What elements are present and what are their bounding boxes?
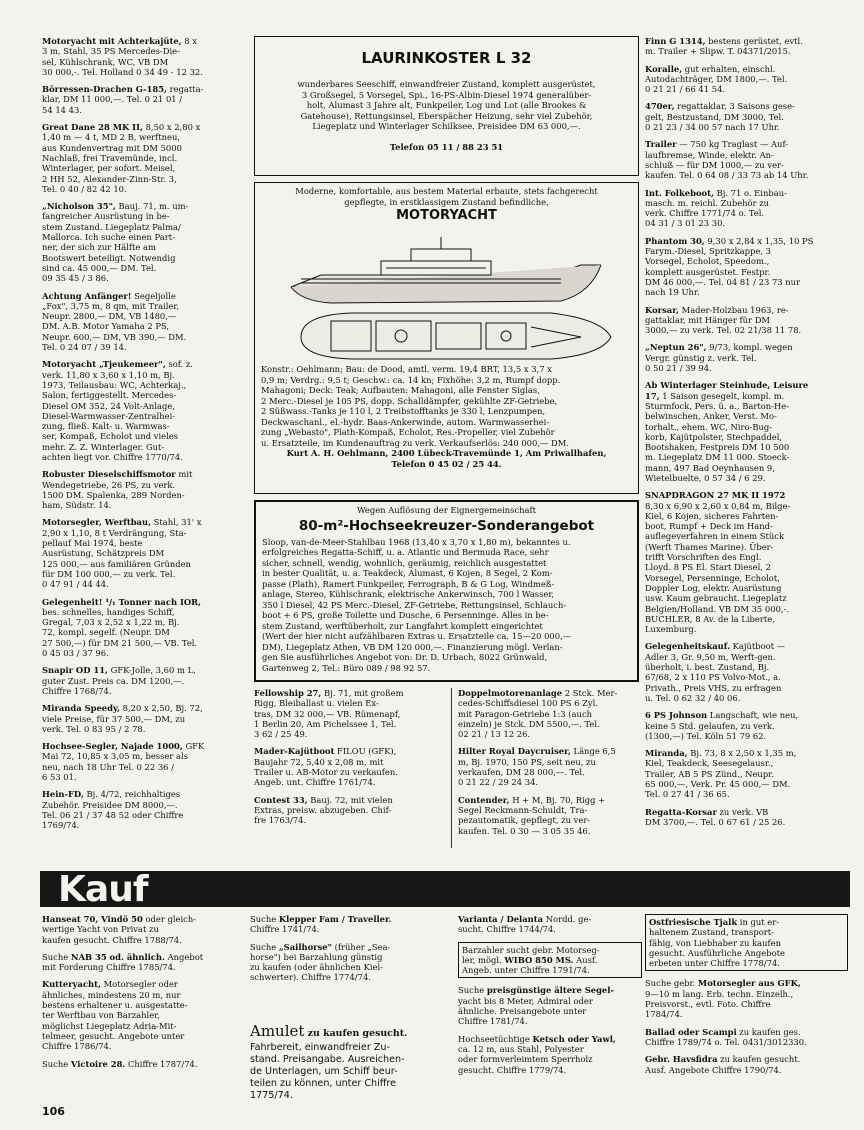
classified-ad: [645, 305, 848, 336]
hochseekreuzer-ad-box: [254, 500, 639, 682]
classified-ad: [250, 942, 446, 983]
classified-ad: [42, 1059, 238, 1069]
classified-ad: [645, 490, 848, 634]
classified-ad: [42, 741, 254, 782]
ad-text: 2 Stck. Mer- cedes-Schiffsdiesel 100 PS 6 Zyl. mit Paragon-Getriebe 1:3 (auch einzeln) je Stck. DM 5500,—. Tel. 02 21 / 13 12 26.: [458, 688, 618, 740]
ad-headline: „Neptun 26",: [645, 342, 707, 353]
ad-text: (früher „Sea- horse") bei Barzahlung günstig zu kaufen (oder ähnlichen Kiel- schwerter). Chiffre 1774/74.: [250, 941, 391, 983]
ad-text: Barzahler sucht gebr. Motorseg- ler, mögl.: [462, 944, 600, 965]
ad-text: Motorsegler oder ähnliches, mindestens 20 m, nur bestens erhaltener u. ausgestatte- ter Werftbau von Barzahler, möglichst Liegeplatz Adria-Mit- telmeer, gesucht. Angebote unter Chiffre 1786/74.: [42, 979, 188, 1052]
ad-headline: „Nicholson 35",: [42, 201, 116, 212]
ad-text: regattaklar, 3 Saisons gese- gelt, Bestzustand, DM 3000, Tel. 0 21 23 / 34 00 57 nach 17 Uhr.: [645, 101, 795, 133]
ad-headline: Phantom 30,: [645, 235, 705, 246]
classified-ad: [42, 36, 254, 77]
classified-ad: [645, 342, 848, 373]
hochsee-intro: Wegen Auflösung der Eignergemeinschaft: [356, 505, 537, 515]
ad-text: 8 x 3 m, Stahl, 35 PS Mercedes-Die- sel, Kühlschrank, WC, VB DM 30 000,-. Tel. Holland 0 34 49 - 12 32.: [42, 36, 203, 77]
column-4-ads: [645, 36, 848, 834]
classified-ad: [42, 291, 254, 353]
classified-ad: [645, 710, 848, 741]
laurinkoster-ad-box: [254, 36, 639, 176]
kauf-column-4: [645, 914, 848, 1082]
classified-ad: [645, 807, 848, 828]
ad-headline: Trailer: [645, 139, 677, 150]
ad-text: 8,50 x 2,80 x 1,40 m — 4 t, MD 2 B, werftneu, aus Kundenvertrag mit DM 5000 Nachlaß, frei Travemünde, incl. Winterlager, per sofort. Meisel, 2 HH 52, Alexander-Zinn-Str. 3, Tel. 0 40 / 82 42 10.: [42, 122, 201, 194]
hochsee-title: 80-m²-Hochseekreuzer-Sonderangebot: [298, 517, 595, 534]
laurinkoster-title: LAURINKOSTER L 32: [361, 49, 532, 67]
ad-text: 9/73, kompl. wegen Vergr. günstig z. verk. Tel. 0 50 21 / 39 94.: [645, 342, 793, 374]
column-1-ads: [42, 36, 254, 837]
ad-headline: Ostfriesische Tjalk: [649, 917, 738, 927]
ad-text: oder gleich- wertige Yacht von Privat zu kaufen gesucht. Chiffre 1788/74.: [42, 914, 197, 945]
amulet-ad: [250, 1023, 446, 1102]
ad-text: yacht bis 8 Meter, Admiral oder ähnliche. Preisangebote unter Chiffre 1781/74.: [458, 995, 593, 1027]
ad-text: Suche: [250, 941, 279, 952]
classified-ad: [42, 789, 254, 830]
ad-text: Suche: [42, 951, 71, 962]
ad-text: ca. 12 m, aus Stahl, Polyester oder formverleimtem Sperrholz gesucht. Chiffre 1779/74.: [458, 1043, 593, 1075]
motoryacht-contact: Kurt A. H. Oehlmann, 2400 Lübeck-Travemünde 1, Am Priwallhafen, Telefon 0 45 02 / 25 44.: [286, 448, 607, 469]
ad-headline: Achtung Anfänger!: [42, 290, 132, 301]
ad-text: regatta- klar, DM 11 000,—. Tel. 0 21 01 / 54 14 43.: [42, 84, 204, 115]
motoryacht-drawing: [261, 227, 631, 362]
classified-ad: [645, 101, 848, 132]
ad-text: in gut er- haltenem Zustand, transport- fähig, von Liebhaber zu kaufen gesucht. Ausführliche Angebote erbeten unter Chiffre 1778/74.: [649, 917, 785, 969]
classified-ad: [645, 748, 848, 799]
classified-ad: [645, 1054, 848, 1075]
ad-headline: Korsar,: [645, 304, 679, 315]
ad-headline: Börressen-Drachen G-185,: [42, 84, 167, 95]
ad-headline: Contest 33,: [254, 794, 308, 805]
ad-headline: Victoire 28.: [70, 1058, 126, 1069]
ad-text: bestens gerüstet, evtl. m. Trailer + Slipw. T. 04371/2015.: [645, 36, 803, 57]
middle-right-ads: [458, 688, 640, 843]
ad-text: Ausf. Angeb. unter Chiffre 1791/74.: [462, 954, 598, 976]
ad-headline: Miranda Speedy,: [42, 703, 120, 714]
classified-ad: [645, 978, 848, 1019]
ad-headline: Fellowship 27,: [254, 688, 322, 698]
ad-text: H + M, Bj. 70, Rigg + Segel Reckmann-Schuldt, Tra- pezautomatik, gepflegt, zu ver- kaufen. Tel. 0 30 — 3 05 35 46.: [458, 794, 606, 836]
ad-headline: Klepper Fam / Traveller.: [278, 914, 392, 924]
ad-headline: Gelegenheitskauf.: [645, 641, 730, 652]
kauf-column-1: [42, 914, 238, 1076]
ad-headline: Kutteryacht,: [42, 979, 101, 990]
kauf-column-2: [250, 914, 446, 990]
ad-headline: Int. Folkeboot,: [645, 187, 714, 198]
ad-text: Suche: [458, 985, 487, 996]
ad-headline: Mader-Kajütboot: [254, 746, 335, 757]
ad-headline: Miranda,: [645, 748, 688, 759]
classified-ad: [42, 201, 254, 283]
ad-text: Kajütboot — Adler 3, Gr. 9,50 m, Werft-gen. überholt, i. best. Zustand, Bj. 67/68, 2 x 110 PS Volvo-Mot., a. Privath., Preis VHS, zu erfragen u. Tel. 0 62 32 / 40 06.: [645, 641, 786, 703]
ad-headline: SNAPDRAGON 27 MK II 1972: [645, 490, 786, 501]
ad-text: 8,30 x 6,90 x 2,60 x 0,84 m, Bilge- Kiel, 6 Kojen, sicheres Fahrten- boot, Rumpf + Deck im Hand- auflegeverfahren in einem Stück (Werft Thames Marine). Über- trifft Vorschriften des Engl. Lloyd. 8 PS El. Start Diesel, 2 Vorsegel, Persenninge, Echolot, Doppler Log, elektr. Ausrüstung usw. Kaum gebraucht. Liegeplatz Belgien/Holland. VB DM 35 000,-. BUCHLER, 8 Av. de la Liberte, Luxemburg.: [645, 500, 791, 635]
ad-text: Bj. 71 o. Einbau- masch. m. reichl. Zubehör zu verk. Chiffre 1771/74 o. Tel. 04 31 / 3 01 23 30.: [645, 187, 787, 229]
ad-headline: Contender,: [458, 794, 510, 805]
ad-text: Mader-Holzbau 1963, re- gattaklar, mit Hänger für DM 3000,— zu verk. Tel. 02 21/38 11 78.: [645, 304, 802, 336]
motoryacht-ad-box: [254, 182, 639, 494]
ad-text: Bauj. 71, m. um- fangreicher Ausrüstung in be- stem Zustand. Liegeplatz Palma/ Mallorca. Ich suche einen Part- ner, der sich zur Hälfte am Bootswert beteiligt. Notwendig sind ca. 45 000,— DM. Tel. 09 35 45 / 3 86.: [42, 201, 189, 284]
ad-text: Nordd. ge- sucht. Chiffre 1744/74.: [458, 914, 592, 935]
classified-ad: [254, 746, 446, 787]
classified-ad: [458, 914, 642, 935]
classified-ad: [458, 942, 642, 979]
ad-text: Länge 6,5 m, Bj. 1970, 150 PS, seit neu, zu verkaufen, DM 28 000,—. Tel. 0 21 22 / 29 24 34.: [458, 746, 616, 788]
kauf-column-3: [458, 914, 642, 1082]
classified-ad: [458, 688, 640, 739]
classified-ad: [254, 795, 446, 826]
ad-headline: Hein-FD,: [42, 789, 84, 800]
classified-ad: [42, 665, 254, 696]
classified-ad: [645, 36, 848, 57]
ad-headline: Motorsegler, Werftbau,: [42, 517, 151, 528]
hochsee-body: Sloop, van-de-Meer-Stahlbau 1968 (13,40 x 3,70 x 1,80 m), bekanntes u. erfolgreiches Regatta-Schiff, u. a. Atlantic und Bermuda Race, sehr sicher, schnell, wendig, wohnlich, geräumig, reichlich ausgestattet in bester Qualität, u. a. Teakdeck, Alumast, 6 Kojen, 8 Segel, 2 Kom- passe (Plath), Ramert Funkpeiler, Ferrograph, B & G Log, Windmeß- anlage, Stereo, Kühlschrank, elektrische Ankerwinsch, 700 l Wasser, 350 l Diesel, 42 PS Merc.-Diesel, ZF-Getriebe, Rettungsinsel, Schlauch- boot + 6 PS, große Toilette und Dusche, 6 Persenninge. Alles in be- stem Zustand, werftüberholt, zur Langfahrt komplett eingerichtet (Wert der hier nicht aufzählbaren Extras u. Ersatzteile ca. 15—20 000,— DM), Liegeplatz Athen, VB DM 120 000,—. Finanzierung mögl. Verlan- gen Sie ausführliches Angebot von: Dr. D. Urbach, 8022 Grünwald, Gartenweg 2, Tel.: Büro 089 / 98 92 57.: [262, 536, 572, 673]
ad-text: Hochseetüchtige: [458, 1033, 533, 1044]
ad-text: sof. z. verk. 11,80 x 3,60 x 1,10 m, Bj. 1973, Teilausbau: WC, Achterkaj., Salon, fertiggestellt. Mercedes- Diesel OM 352, 24 Volt-Anlage, Diesel-Warmwasser-Zentralhei- zung, fließ. Kalt- u. Warmwas- ser, Kompaß, Echolot und vieles mehr. Z. Z. Winterlager. Gut- achten liegt vor. Chiffre 1770/74.: [42, 359, 193, 462]
classified-ad: [458, 795, 640, 836]
classified-ad: [645, 188, 848, 229]
classified-ad: [254, 688, 446, 739]
ad-text: — 750 kg Traglast — Auf- laufbremse, Winde, elektr. An- schluß — für DM 1000,— zu ver- kaufen. Tel. 0 64 08 / 33 73 ab 14 Uhr.: [645, 139, 809, 181]
ad-headline: Hanseat 70, Vindö 50: [42, 914, 143, 924]
classified-ad: [42, 952, 238, 973]
ad-headline: preisgünstige ältere Segel-: [486, 985, 614, 996]
ad-text: GFK-Jolle, 3,60 m L, guter Zust. Preis ca. DM 1200,—. Chiffre 1768/74.: [42, 665, 196, 696]
ad-headline: Koralle,: [645, 63, 683, 74]
ad-text: zu verk. VB DM 3700,—. Tel. 0 67 61 / 25 26.: [645, 806, 786, 827]
motoryacht-title: MOTORYACHT: [396, 208, 497, 223]
ad-headline: 470er,: [645, 101, 675, 112]
ad-headline: Hochsee-Segler, Najade 1000,: [42, 741, 183, 752]
page-number: 106: [42, 1105, 65, 1118]
classified-ad: [645, 914, 848, 971]
ad-headline: Ballad oder Scampi: [645, 1026, 737, 1037]
ad-text: GFK Mai 72, 10,85 x 3,05 m, besser als neu, nach 18 Uhr Tel. 0 22 36 / 6 53 01.: [42, 741, 205, 782]
ad-text: Chiffre 1787/74.: [125, 1058, 198, 1069]
ad-text: 9—10 m lang. Erb. techn. Einzelh., Preisvorst., evtl. Foto. Chiffre 1784/74.: [645, 988, 794, 1020]
classified-ad: [458, 985, 642, 1026]
amulet-body: Fahrbereit, einwandfreier Zu- stand. Preisangabe. Ausreichen- de Unterlagen, um Schiff beur- teilen zu können, unter Chiffre 1775/74.: [250, 1042, 405, 1101]
classified-ad: [645, 236, 848, 298]
column-divider: [451, 688, 452, 848]
classified-ad: [645, 641, 848, 703]
ad-text: 9,30 x 2,84 x 1,35, 10 PS Farym.-Diesel, Spritzkappe, 3 Vorsegel, Echolot, Speedom., komplett ausgerüstet. Festpr. DM 46 000,—. Tel. 04 81 / 23 73 nur nach 19 Uhr.: [645, 235, 814, 298]
ad-headline: „Sailhorse": [278, 941, 332, 952]
classified-ad: [42, 359, 254, 462]
ad-text: FILOU (GFK), Baujahr 72, 5,40 x 2,08 m, mit Trailer u. AB-Motor zu verkaufen. Angeb. unt. Chiffre 1761/74.: [254, 746, 398, 788]
ad-text: gut erhalten, einschl. Autodachträger, DM 1800,—. Tel. 0 21 21 / 66 41 54.: [645, 63, 788, 95]
ad-text: Bauj. 72, mit vielen Extras, preisw. abzugeben. Chif- fre 1763/74.: [254, 794, 393, 826]
classified-ad: [645, 380, 848, 483]
ad-headline: Ab Winterlager Steinhude, Leisure 17,: [645, 380, 809, 401]
ad-headline: Great Dane 28 MK II,: [42, 122, 143, 133]
laurinkoster-phone: Telefon 05 11 / 88 23 51: [389, 141, 504, 152]
ad-headline: Motoryacht „Tjeukemeer",: [42, 359, 166, 370]
ad-text: Suche: [250, 914, 279, 924]
classified-ad: [42, 979, 238, 1051]
ad-headline: Robuster Dieselschiffsmotor: [42, 469, 176, 480]
classified-ad: [645, 64, 848, 95]
ad-headline: NAB 35 od. ähnlich.: [70, 951, 165, 962]
classified-ad: [42, 703, 254, 734]
ad-headline: Finn G 1314,: [645, 36, 706, 46]
ad-text: Stahl, 31' x 2,90 x 1,10, 8 t Verdrängung, Sta- pellauf Mai 1974, beste Ausrüstung, Schätzpreis DM 125 000,— aus familiären Gründen für DM 100 000,— zu verk. Tel. 0 47 91 / 44 44.: [42, 517, 202, 590]
classified-ad: [645, 139, 848, 180]
motoryacht-intro: Moderne, komfortable, aus bestem Material erbaute, stets fachgerecht gepflegte, in erstklassigem Zustand befindliche,: [295, 186, 598, 207]
classified-ad: [42, 84, 254, 115]
ad-text: Bj. 71, mit großem Rigg, Bleiballast u. vielen Ex- tras, DM 32 000,— VB. Rümenapf, 1 Berlin 20, Am Pichelssee 1, Tel. 3 62 / 25 49.: [254, 688, 404, 740]
classified-ad: [458, 1034, 642, 1075]
kauf-section-title: Kauf: [58, 869, 148, 910]
ad-headline: Regatta-Korsar: [645, 806, 717, 817]
ad-text: 8,20 x 2,50, Bj. 72, viele Preise, für 37 500,— DM, zu verk. Tel. 0 83 95 / 2 78.: [42, 703, 203, 734]
ad-text: Suche: [42, 1058, 71, 1069]
ad-text: Suche gebr.: [645, 978, 698, 989]
ad-headline: Motorsegler aus GFK,: [697, 978, 801, 989]
ad-text: zu kaufen gesucht. Ausf. Angebote Chiffre 1790/74.: [645, 1054, 801, 1075]
ad-text: mit Wendegetriebe, 26 PS, zu verk. 1500 DM. Spalenka, 289 Norden- ham, Südstr. 14.: [42, 469, 193, 511]
ad-text: Bj. 73, 8 x 2,50 x 1,35 m, Kiel, Teakdeck, Seesegelausr., Trailer, AB 5 PS Zünd., Neupr. 65 000,—, Verk. Pr. 45 000,— DM. Tel. 0 27 41 / 36 65.: [645, 748, 797, 800]
ad-text: Bj. 4/72, reichhaltiges Zubehör. Preisidee DM 8000,—. Tel. 06 21 / 37 48 52 oder Chiffre 1769/74.: [42, 789, 184, 831]
amulet-name: Amulet: [250, 1022, 305, 1040]
ad-headline: Gelegenheit! ¹/₁ Tonner nach IOR,: [42, 596, 202, 607]
classified-ad: [42, 122, 254, 194]
middle-left-ads: [254, 688, 446, 833]
ad-text: Segeljolle „Fox", 3,75 m, 8 qm, mit Trailer, Neupr. 2800,— DM, VB 1480,— DM. A.B. Motor Yamaha 2 PS, Neupr. 600,— DM, VB 390,— DM. Tel. 0 24 07 / 39 14.: [42, 290, 187, 353]
ad-headline: WIBO 850 MS.: [504, 954, 574, 965]
ad-headline: Ketsch oder Yawl,: [532, 1033, 616, 1044]
ad-text: zu kaufen ges. Chiffre 1789/74 o. Tel. 0431/3012330.: [645, 1026, 807, 1047]
classified-ad: [42, 517, 254, 589]
ad-text: 1 Saison gesegelt, kompl. m. Sturmfock, Pers. ü. a., Barton-He- belwinschen, Anker, Verst. Mo- torhalt., ehem. WC, Niro-Bug- korb, Kajütpolster, Stechpaddel, Bootshaken, Festpreis DM 10 500 m. Liegeplatz DM 11 000. Stoeck- mann, 497 Bad Oeynhausen 9, Wietelbuelte, 0 57 34 / 6 29.: [645, 390, 790, 483]
ad-headline: Doppelmotorenanlage: [458, 688, 563, 698]
classified-ad: [42, 914, 238, 945]
ad-headline: Hilter Royal Daycruiser,: [458, 746, 571, 757]
ad-text: Langschaft, wie neu, keine 5 Std. gelaufen, zu verk. (1300,—) Tel. Köln 51 79 62.: [645, 710, 799, 741]
classified-ad: [458, 746, 640, 787]
kauf-section-banner: [40, 871, 850, 907]
classified-ad: [250, 914, 446, 935]
amulet-headline: zu kaufen gesucht.: [304, 1028, 408, 1039]
motoryacht-body: Konstr.: Oehlmann; Bau: de Dood, amtl. verm. 19,4 BRT, 13,5 x 3,7 x 0,9 m; Verdrg.: 9,5 t; Geschw.: ca. 14 kn; Fixhöhe: 3,2 m, Rumpf dopp. Mahagoni; Deck: Teak; Aufbauten: Mahagoni, alle Fenster Siglas, 2 Merc.-Diesel je 105 PS, dopp. Schalldämpfer, gekühlte ZF-Getriebe, 2 Süßwass.-Tanks je 110 l, 2 Treibstofftanks je 330 l, Lenzpumpen, Deckwaschanl., el.-hydr. Baas-Ankerwinde, autom. Warmwasserhei- zung „Webasto", Plath-Kompaß, Echolot, Res.-Propeller, viel Zubehör u. Ersatzteile, im Kundenauftrag zu verk. Verkaufserlös: 240 000,— DM.: [261, 364, 569, 448]
ad-headline: Varianta / Delanta: [458, 914, 544, 924]
laurinkoster-body: wunderbares Seeschiff, einwandfreier Zustand, komplett ausgerüstet, 3 Großsegel, 5 Vorsegel, Spi., 16-PS-Albin-Diesel 1974 generalüber- holt, Alumast 3 Jahre alt, Funkpeiler, Log und Lot (alle Brookes & Gatehouse), Rettungsinsel, Eberspächer Heizung, sehr viel Zubehör, Liegeplatz und Winterlager Schilksee. Preisidee DM 63 000,—.: [297, 79, 596, 131]
classified-ad: [645, 1027, 848, 1048]
ad-text: Angebot mit Forderung Chiffre 1785/74.: [42, 951, 204, 973]
ad-headline: Snapir OD 11,: [42, 665, 108, 676]
ad-text: Chiffre 1741/74.: [250, 924, 320, 935]
classified-ad: [42, 469, 254, 510]
ad-text: bes. schnelles, handiges Schiff, Gregal, 7,03 x 2,52 x 1,22 m, Bj. 72, kompl. segelf. (Neupr. DM 27 500,—) für DM 21 500,— VB. Tel. 0 45 03 / 37 96.: [42, 606, 198, 659]
ad-headline: Motoryacht mit Achterkajüte,: [42, 36, 182, 46]
ad-headline: Gebr. Havsfidra: [645, 1054, 718, 1065]
classified-ad: [42, 597, 254, 659]
ad-headline: 6 PS Johnson: [645, 710, 708, 721]
